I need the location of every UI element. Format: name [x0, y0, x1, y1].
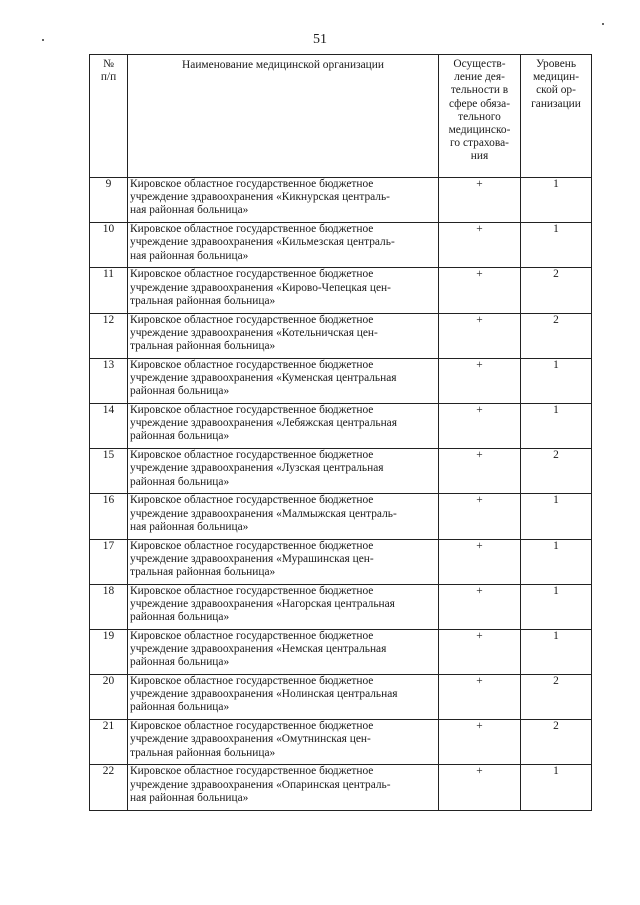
row-number: 17 — [90, 539, 128, 584]
organization-name-line: Кировское областное государственное бюджетное — [130, 449, 374, 462]
organization-name-line: учреждение здравоохранения «Малмыжская централь- — [130, 507, 397, 520]
organization-name-line: учреждение здравоохранения «Омутнинская цен- — [130, 733, 371, 746]
scan-speck — [42, 39, 44, 41]
oms-activity-mark: + — [439, 268, 521, 313]
organization-name-line: Кировское областное государственное бюджетное — [130, 629, 374, 642]
organization-name-line: учреждение здравоохранения «Нолинская центральная — [130, 688, 398, 701]
organization-name-line: ная районная больница» — [130, 204, 249, 217]
table-row — [90, 268, 592, 313]
row-number: 18 — [90, 584, 128, 629]
table-row — [90, 178, 592, 223]
organization-level: 1 — [521, 629, 592, 674]
table-row — [90, 403, 592, 448]
organization-level: 1 — [521, 584, 592, 629]
organization-name — [128, 268, 439, 313]
organization-name-line: районная больница» — [130, 701, 230, 714]
header-oms-activity — [439, 55, 521, 178]
organization-level: 1 — [521, 539, 592, 584]
organization-name — [128, 358, 439, 403]
table-row — [90, 449, 592, 494]
scan-speck — [602, 23, 604, 25]
organization-name-line: Кировское областное государственное бюджетное — [130, 539, 374, 552]
header-oms-line: тельного — [458, 110, 501, 123]
header-organization-name: Наименование медицинской организации — [128, 55, 439, 178]
table-row — [90, 720, 592, 765]
row-number: 16 — [90, 494, 128, 539]
organization-name-line: учреждение здравоохранения «Лузская центральная — [130, 462, 384, 475]
organization-name-line: учреждение здравоохранения «Опаринская централь- — [130, 778, 391, 791]
organization-name — [128, 765, 439, 810]
organization-name-line: учреждение здравоохранения «Немская центральная — [130, 643, 387, 656]
table-row — [90, 675, 592, 720]
organization-name-line: Кировское областное государственное бюджетное — [130, 358, 374, 371]
oms-activity-mark: + — [439, 223, 521, 268]
header-oms-line: Осуществ- — [453, 58, 506, 70]
organization-name — [128, 178, 439, 223]
organization-name-line: Кировское областное государственное бюджетное — [130, 178, 374, 190]
header-organization-level — [521, 55, 592, 178]
header-number-line: п/п — [100, 71, 117, 84]
header-level-line: медицин- — [532, 71, 580, 84]
organization-name-line: ная районная больница» — [130, 791, 249, 804]
organization-name-line: Кировское областное государственное бюджетное — [130, 268, 374, 281]
organization-name-line: тральная районная больница» — [130, 294, 276, 307]
organization-name — [128, 720, 439, 765]
organization-name-line: районная больница» — [130, 430, 230, 443]
organization-name — [128, 223, 439, 268]
organization-name-line: Кировское областное государственное бюджетное — [130, 494, 374, 507]
row-number: 21 — [90, 720, 128, 765]
row-number: 9 — [90, 178, 128, 223]
header-number-line: № — [103, 58, 114, 70]
row-number: 12 — [90, 313, 128, 358]
table-row — [90, 223, 592, 268]
row-number: 11 — [90, 268, 128, 313]
organization-name-line: учреждение здравоохранения «Кикнурская централь- — [130, 191, 390, 204]
organization-name-line: ная районная больница» — [130, 520, 249, 533]
organization-name-line: ная районная больница» — [130, 249, 249, 262]
organization-level: 2 — [521, 675, 592, 720]
table-row — [90, 494, 592, 539]
organization-name — [128, 313, 439, 358]
organization-name-line: Кировское областное государственное бюджетное — [130, 313, 374, 326]
organization-name-line: Кировское областное государственное бюджетное — [130, 584, 374, 597]
oms-activity-mark: + — [439, 358, 521, 403]
page-number: 51 — [313, 32, 327, 47]
header-oms-line: го страхова- — [450, 137, 509, 150]
oms-activity-mark: + — [439, 720, 521, 765]
organization-name-line: учреждение здравоохранения «Куменская центральная — [130, 371, 397, 384]
header-oms-line: медицинско- — [448, 124, 511, 137]
row-number: 15 — [90, 449, 128, 494]
row-number: 10 — [90, 223, 128, 268]
header-level-line: ганизации — [531, 97, 581, 110]
organization-name — [128, 675, 439, 720]
organization-name-line: тральная районная больница» — [130, 339, 276, 352]
organization-name — [128, 449, 439, 494]
organization-name-line: районная больница» — [130, 656, 230, 669]
organization-level: 1 — [521, 178, 592, 223]
table-row — [90, 765, 592, 810]
organization-name-line: районная больница» — [130, 475, 230, 488]
oms-activity-mark: + — [439, 675, 521, 720]
oms-activity-mark: + — [439, 403, 521, 448]
organization-name-line: учреждение здравоохранения «Нагорская центральная — [130, 597, 395, 610]
medical-organizations-table — [89, 54, 592, 811]
header-oms-line: ния — [470, 150, 489, 163]
organization-name — [128, 403, 439, 448]
oms-activity-mark: + — [439, 765, 521, 810]
organization-name-line: учреждение здравоохранения «Лебяжская центральная — [130, 417, 397, 430]
organization-name-line: тральная районная больница» — [130, 565, 276, 578]
header-oms-line: тельности в — [450, 84, 509, 97]
organization-name-line: районная больница» — [130, 385, 230, 398]
organization-name-line: районная больница» — [130, 611, 230, 624]
organization-level: 1 — [521, 403, 592, 448]
organization-level: 2 — [521, 449, 592, 494]
header-number — [90, 55, 128, 178]
organization-name-line: Кировское областное государственное бюджетное — [130, 675, 374, 688]
row-number: 13 — [90, 358, 128, 403]
oms-activity-mark: + — [439, 449, 521, 494]
table-row — [90, 629, 592, 674]
organization-name-line: учреждение здравоохранения «Кильмезская централь- — [130, 236, 395, 249]
table-row — [90, 313, 592, 358]
header-level-line: ской ор- — [536, 84, 576, 97]
header-level-line: Уровень — [535, 58, 577, 70]
table-row — [90, 584, 592, 629]
row-number: 20 — [90, 675, 128, 720]
table-body — [90, 178, 592, 811]
oms-activity-mark: + — [439, 584, 521, 629]
organization-name — [128, 494, 439, 539]
header-oms-line: ление дея- — [454, 71, 505, 84]
row-number: 19 — [90, 629, 128, 674]
organization-name-line: учреждение здравоохранения «Кирово-Чепецкая цен- — [130, 281, 391, 294]
oms-activity-mark: + — [439, 539, 521, 584]
row-number: 14 — [90, 403, 128, 448]
organization-level: 1 — [521, 223, 592, 268]
table-header-row — [90, 55, 592, 178]
organization-name-line: учреждение здравоохранения «Котельничская цен- — [130, 326, 378, 339]
organization-level: 1 — [521, 358, 592, 403]
organization-name-line: Кировское областное государственное бюджетное — [130, 765, 374, 778]
organization-name — [128, 539, 439, 584]
table-row — [90, 358, 592, 403]
organization-level: 1 — [521, 494, 592, 539]
organization-name-line: Кировское областное государственное бюджетное — [130, 720, 374, 733]
oms-activity-mark: + — [439, 178, 521, 223]
oms-activity-mark: + — [439, 313, 521, 358]
table-row — [90, 539, 592, 584]
organization-level: 2 — [521, 268, 592, 313]
oms-activity-mark: + — [439, 629, 521, 674]
organization-name-line: Кировское областное государственное бюджетное — [130, 403, 374, 416]
header-oms-line: сфере обяза- — [448, 97, 511, 110]
row-number: 22 — [90, 765, 128, 810]
organization-name-line: Кировское областное государственное бюджетное — [130, 223, 374, 236]
organization-level: 1 — [521, 765, 592, 810]
organization-name — [128, 584, 439, 629]
organization-level: 2 — [521, 313, 592, 358]
oms-activity-mark: + — [439, 494, 521, 539]
organization-name-line: тральная районная больница» — [130, 746, 276, 759]
organization-level: 2 — [521, 720, 592, 765]
organization-name-line: учреждение здравоохранения «Мурашинская цен- — [130, 552, 374, 565]
organization-name — [128, 629, 439, 674]
